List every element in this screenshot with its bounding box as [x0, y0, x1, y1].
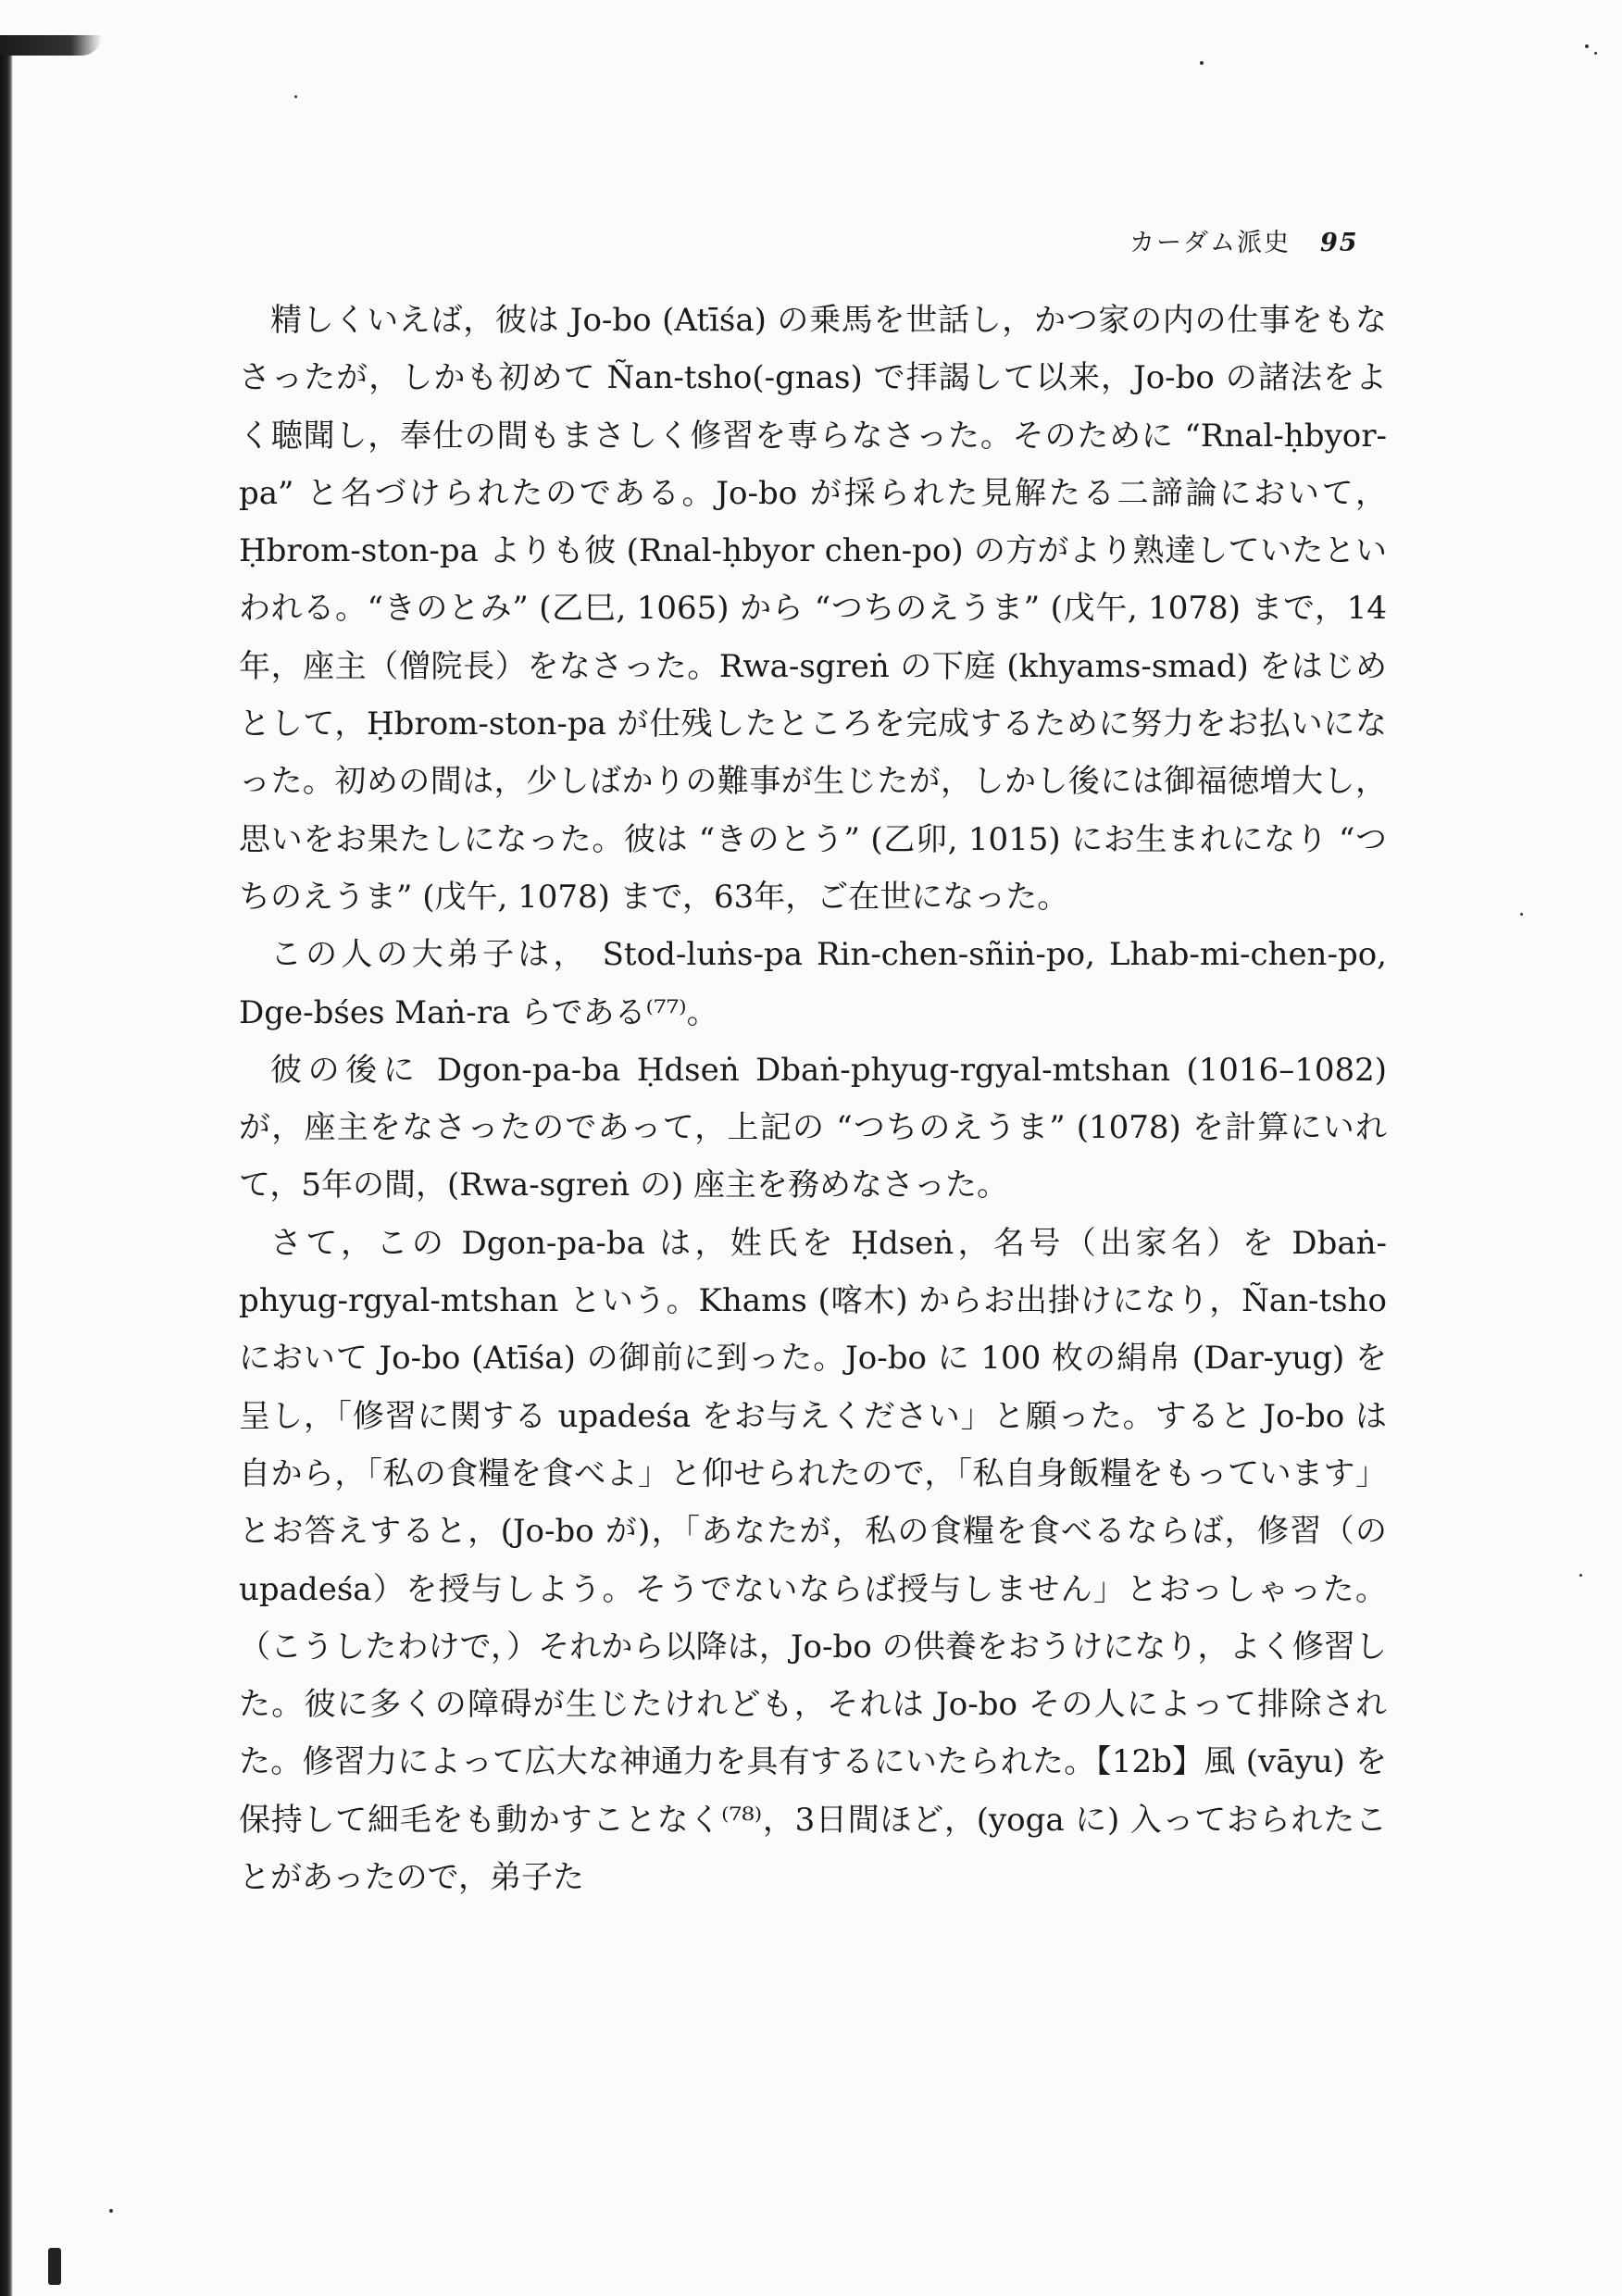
scan-ink-blot	[48, 2248, 61, 2285]
paragraph-3: 彼の後に Dgon-pa-ba Ḥdseṅ Dbaṅ-phyug-rgyal-mtshan (1016–1082) が，座主をなさったのであって，上記の “つちのえうま” (1078) を計算にいれて，5年の間，(Rwa-sgreṅ の) 座主を務めなさった。	[239, 1051, 1387, 1204]
page-number: 95	[1320, 229, 1359, 257]
binding-edge-shadow	[0, 48, 13, 2296]
scan-speck	[1594, 52, 1597, 55]
paragraph-4: さて，この Dgon-pa-ba は，姓氏を Ḥdseṅ，名号（出家名）を Dbaṅ-phyug-rgyal-mtshan という。Khams (喀木) からお出掛けになり，Ñan-tsho において Jo-bo (Atīśa) の御前に到った。Jo-bo に 100 枚の絹帛 (Dar-yug) を呈し，「修習に関する upadeśa をお与えください」と願った。すると Jo-bo は自から，「私の食糧を食べよ」と仰せられたので，「私自身飯糧をもっています」とお答えすると，(Jo-bo が)，「あなたが，私の食糧を食べるならば，修習（の upadeśa）を授与しよう。そうでないならば授与しません」とおっしゃった。（こうしたわけで，）それから以降は，Jo-bo の供養をおうけになり，よく修習した。彼に多くの障碍が生じたけれども，それは Jo-bo その人によって排除された。修習力によって広大な神通力を具有するにいたられた。【12b】風 (vāyu) を保持して細毛をも動かすことなく⁽⁷⁸⁾，3日間ほど，(yoga に) 入っておられたことがあったので，弟子た	[239, 1224, 1387, 1897]
paragraph-1: 精しくいえば，彼は Jo-bo (Atīśa) の乗馬を世話し，かつ家の内の仕事をもなさったが，しかも初めて Ñan-tsho(-gnas) で拝謁して以来，Jo-bo の諸法をよく聴聞し，奉仕の間もまさしく修習を専らなさった。そのために “Rnal-ḥbyor-pa” と名づけられたのである。Jo-bo が採られた見解たる二諦論において，Ḥbrom-ston-pa よりも彼 (Rnal-ḥbyor chen-po) の方がより熟達していたといわれる。“きのとみ” (乙巳, 1065) から “つちのえうま” (戊午, 1078) まで，14年，座主（僧院長）をなさった。Rwa-sgreṅ の下庭 (khyams-smad) をはじめとして，Ḥbrom-ston-pa が仕残したところを完成するために努力をお払いになった。初めの間は，少しばかりの難事が生じたが，しかし後には御福徳増大し，思いをお果たしになった。彼は “きのとう” (乙卯, 1015) にお生まれになり “つちのえうま” (戊午, 1078) まで，63年，ご在世になった。	[239, 302, 1387, 916]
main-text	[239, 292, 1387, 1906]
scan-speck	[109, 2209, 113, 2213]
scan-speck	[294, 95, 297, 98]
scan-speck	[1585, 44, 1589, 48]
scan-corner-mark	[0, 35, 102, 56]
scan-speck	[1579, 1574, 1582, 1577]
running-title: カーダム派史	[1129, 229, 1291, 257]
paragraph-2: この人の大弟子は， Stod-luṅs-pa Rin-chen-sñiṅ-po, Lhab-mi-chen-po, Dge-bśes Maṅ-ra らである⁽⁷⁷⁾。	[239, 936, 1387, 1031]
scan-speck	[1520, 913, 1523, 916]
running-head	[1129, 222, 1359, 258]
scan-speck	[1200, 61, 1204, 65]
